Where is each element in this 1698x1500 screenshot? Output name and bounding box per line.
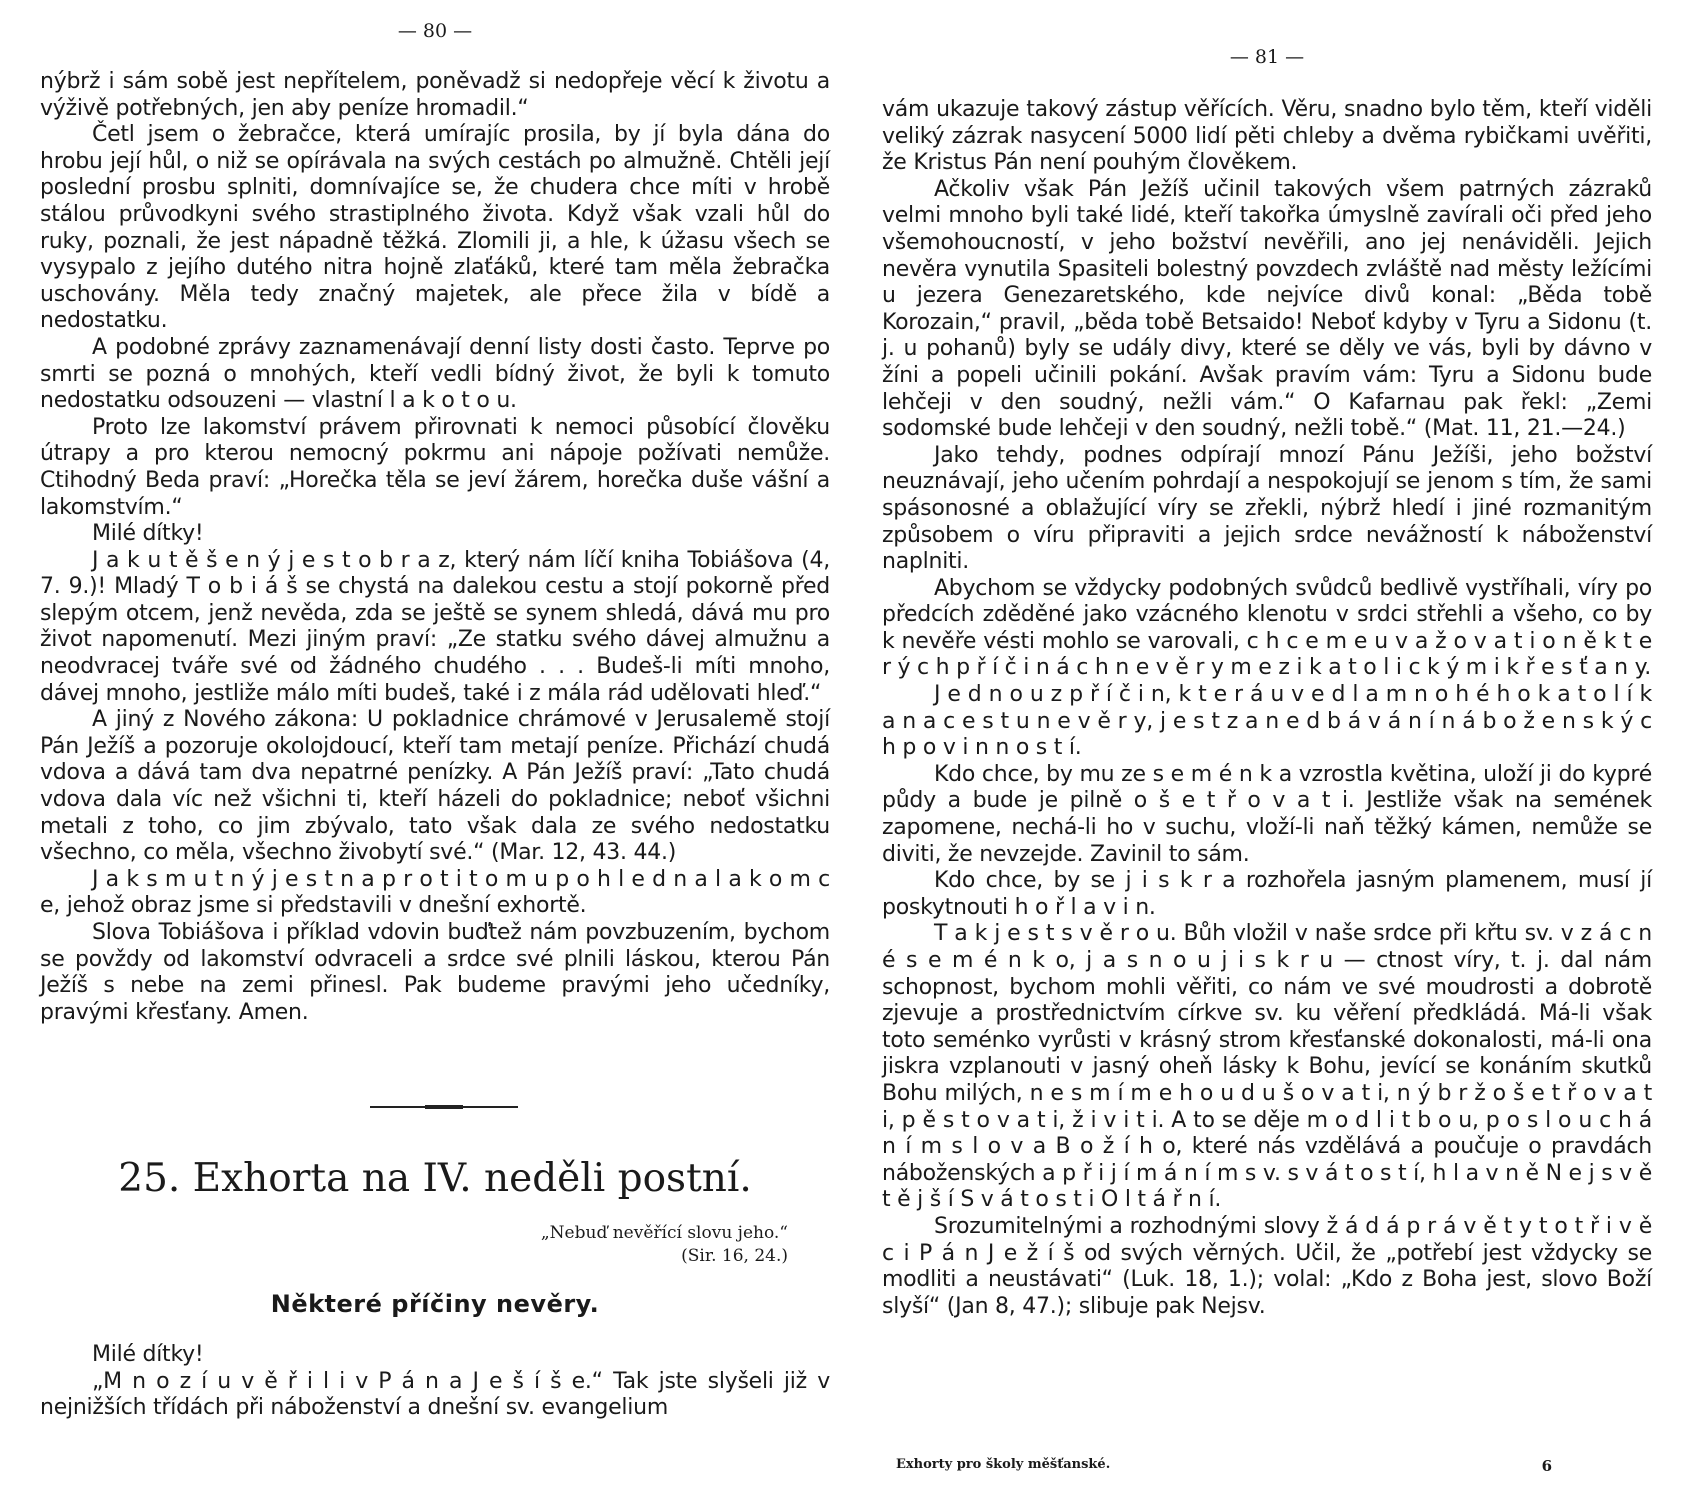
paragraph: vám ukazuje takový zástup věřících. Věru, snadno bylo těm, kteří viděli veliký zázrak nasycení 5000 lidí pěti chleby a dvěma rybičkami uvěřiti, že Kristus Pán není pouhým člověkem. [882, 97, 1652, 176]
motto-quote: „Nebuď nevěřící slovu jeho.“ [540, 1223, 788, 1243]
paragraph: Kdo chce, by se j i s k r a rozhořela jasným plamenem, musí jí poskytnouti h o ř l a v i n. [882, 868, 1652, 920]
section-subtitle: Některé příčiny nevěry. [270, 1290, 600, 1318]
paragraph: A podobné zprávy zaznamenávají denní listy dosti často. Teprve po smrti se pozná o mnohých, kteří vedli bídný život, že byli k tomuto nedostatku odsouzeni — vlastní l a k o t o u. [40, 334, 830, 414]
paragraph: Proto lze lakomství právem přirovnati k nemoci působící člověku útrapy a pro kterou nemocný pokrmu ani nápoje požívati nemůže. Ctihodný Beda praví: „Horečka těla se jeví žárem, horečka duše vášní a lakomstvím.“ [40, 414, 830, 520]
paragraph: Abychom se vždycky podobných svůdců bedlivě vystříhali, víry po předcích zděděné jako vzácného klenotu v srdci střehli a všeho, co by k nevěře vésti mohlo se varovali, c h c e m e u v a ž o v a t i o n ě k t e r ý c h p ř í č i n á c h n e v ě r y m e z i k a t o l i c k ý m i k ř e s ť a n y. [882, 575, 1652, 681]
paragraph: Ačkoliv však Pán Ježíš učinil takových všem patrných zázraků velmi mnoho byli také lidé, kteří takořka úmyslně zavírali oči před jeho všemohoucností, v jeho božství nevěřili, ano jej nenáviděli. Jejich nevěra vynutila Spasiteli bolestný povzdech zvláště nad městy ležícími u jezera Genezaretského, kde nejvíce divů konal: „Běda tobě Korozain,“ pravil, „běda tobě Betsaido! Neboť kdyby v Tyru a Sidonu (t. j. u pohanů) byly se udály divy, které se děly ve vás, byli by dávno v žíni a popeli učinili pokání. Avšak pravím vám: Tyru a Sidonu bude lehčeji v den soudný, nežli vám.“ O Kafarnau pak řekl: „Zemi sodomské bude lehčeji v den soudný, nežli tobě.“ (Mat. 11, 21.—24.) [882, 176, 1652, 442]
paragraph: J a k s m u t n ý j e s t n a p r o t i t o m u p o h l e d n a l a k o m c e, jehož obraz jsme si představili v dnešní exhortě. [40, 866, 830, 919]
paragraph: J a k u t ě š e n ý j e s t o b r a z, který nám líčí kniha Tobiášova (4, 7. 9.)! Mladý T o b i á š se chystá na dalekou cestu a stojí pokorně před slepým otcem, jenž nevěda, zda se ještě se synem shledá, dává mu pro život napomenutí. Mezi jiným praví: „Ze statku svého dávej almužnu a neodvracej tváře své od žádného chudého . . . Budeš-li míti mnoho, dávej mnoho, jestliže málo míti budeš, také i z mála rád udělovati hleď.“ [40, 547, 830, 706]
paragraph: J e d n o u z p ř í č i n, k t e r á u v e d l a m n o h é h o k a t o l í k a n a c e s t u n e v ě r y, j e s t z a n e d b á v á n í n á b o ž e n s k ý c h p o v i n n o s t í. [882, 682, 1652, 761]
paragraph: nýbrž i sám sobě jest nepřítelem, poněvadž si nedopřeje věcí k životu a výživě potřebných, jen aby peníze hromadil.“ [40, 69, 830, 121]
paragraph: Slova Tobiášova i příklad vdovin buďtež nám povzbuzením, bychom se povždy od lakomství odvraceli a srdce své plnili láskou, kterou Pán Ježíš s nebe na zemi přinesl. Pak budeme pravými jeho učedníky, pravými křesťany. Amen. [40, 920, 830, 1025]
paragraph: Srozumitelnými a rozhodnými slovy ž á d á p r á v ě t y t o t ř i v ě c i P á n J e ž í š od svých věrných. Učil, že „potřebí jest vždycky se modliti a neustávati“ (Luk. 18, 1.); volal: „Kdo z Boha jest, slovo Boží slyší“ (Jan 8, 47.); slibuje pak Nejsv. [882, 1213, 1652, 1319]
motto-reference: (Sir. 16, 24.) [681, 1246, 788, 1266]
section-divider [370, 1106, 518, 1108]
page-number: — 81 — [1229, 46, 1305, 68]
body-text [40, 1342, 830, 1422]
paragraph: A jiný z Nového zákona: U pokladnice chrámové v Jerusalemě stojí Pán Ježíš a pozoruje okolojdoucí, kteří tam metají peníze. Přichází chudá vdova a dává tam dva nepatrné penízky. A Pán Ježíš praví: „Tato chudá vdova dala víc než všichni ti, kteří házeli do pokladnice; neboť všichni metali z toho, co jim zbývalo, tato však dala ze svého nedostatku všechno, co měla, všechno živobytí své.“ (Mar. 12, 43. 44.) [40, 707, 830, 866]
footer-book-title: Exhorty pro školy měšťanské. [896, 1457, 1111, 1472]
page-number: — 80 — [397, 20, 473, 42]
paragraph: Četl jsem o žebračce, která umírajíc prosila, by jí byla dána do hrobu její hůl, o niž se opírávala na svých cestách po almužně. Chtěli její poslední prosbu splniti, domnívajíce se, že chudera chce míti v hrobě stálou průvodkyni svého strastiplného života. Když však vzali hůl do ruky, poznali, že jest nápadně těžká. Zlomili ji, a hle, k úžasu všech se vysypalo z jejího dutého nitra hojně zlaťáků, které tam měla žebračka uschovány. Měla tedy značný majetek, ale přece žila v bídě a nedostatku. [40, 122, 830, 334]
paragraph: Milé dítky! [92, 1342, 204, 1367]
paragraph: Jako tehdy, podnes odpírají mnozí Pánu Ježíši, jeho božství neuznávají, jeho učením pohrdají a nespokojují se jenom s tím, že sami spásonosné a oblažující víry se zřekli, nýbrž hledí i jiné rozmanitým způsobem o víru připraviti a jejich srdce nevážností k náboženství naplniti. [882, 442, 1652, 575]
paragraph: „M n o z í u v ě ř i l i v P á n a J e š í š e.“ Tak jste slyšeli již v nejnižších třídách při náboženství a dnešní sv. evangelium [40, 1368, 830, 1421]
body-text [40, 69, 830, 1026]
body-text [882, 97, 1652, 1320]
paragraph: Milé dítky! [92, 521, 204, 547]
signature-mark: 6 [1541, 1457, 1552, 1475]
motto [541, 1222, 788, 1268]
paragraph: Kdo chce, by mu ze s e m é n k a vzrostla květina, uloží ji do kypré půdy a bude je pilně o š e t ř o v a t i. Jestliže však na semének zapomene, nechá-li ho v suchu, vloží-li naň těžký kámen, nemůže se diviti, že nevzejde. Zavinil to sám. [882, 761, 1652, 867]
paragraph: T a k j e s t s v ě r o u. Bůh vložil v naše srdce při křtu sv. v z á c n é s e m é n k o, j a s n o u j i s k r u — ctnost víry, t. j. dal nám schopnost, bychom mohli věřiti, co nám ve své moudrosti a dobrotě zjevuje a prostřednictvím církve sv. ku věření předkládá. Má-li však toto seménko vyrůsti v krásný strom křesťanské dokonalosti, má-li ona jiskra vzplanouti v jasný oheň lásky k Bohu, jevící se konáním skutků Bohu milých, n e s m í m e h o u d u š o v a t i, n ý b r ž o š e t ř o v a t i, p ě s t o v a t i, ž i v i t i. A to se děje m o d l i t b o u, p o s l o u c h á n í m s l o v a B o ž í h o, které nás vzdělává a poučuje o pravdách náboženských a p ř i j í m á n í m s v. s v á t o s t í, h l a v n ě N e j s v ě t ě j š í S v á t o s t i O l t á ř n í. [882, 921, 1652, 1213]
exhorta-title: 25. Exhorta na IV. neděli postní. [118, 1156, 752, 1201]
